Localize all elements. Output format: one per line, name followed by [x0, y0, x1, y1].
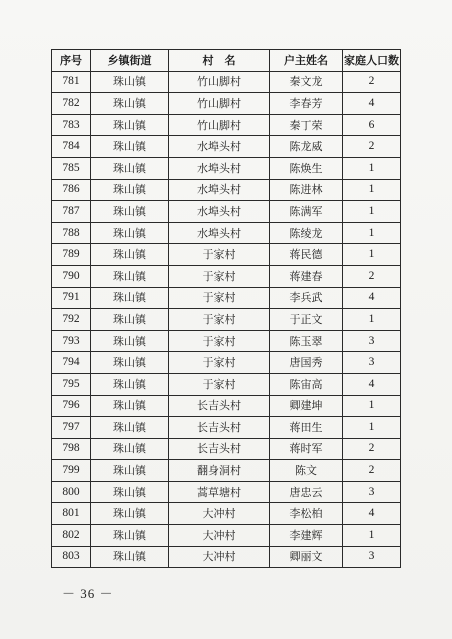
- cell-household-size: 3: [343, 330, 401, 352]
- cell-village: 于家村: [169, 287, 270, 309]
- table-row: [52, 352, 401, 374]
- cell-seq: 785: [52, 157, 91, 179]
- cell-town: 珠山镇: [91, 114, 169, 136]
- cell-household-head: 陈进林: [270, 179, 343, 201]
- cell-seq: 795: [52, 373, 91, 395]
- cell-household-size: 4: [343, 503, 401, 525]
- header-household-head: 户主姓名: [270, 50, 343, 72]
- cell-town: 珠山镇: [91, 503, 169, 525]
- cell-household-size: 1: [343, 525, 401, 547]
- cell-household-size: 1: [343, 179, 401, 201]
- cell-village: 长吉头村: [169, 417, 270, 439]
- cell-village: 水埠头村: [169, 136, 270, 158]
- cell-household-size: 2: [343, 136, 401, 158]
- cell-household-size: 1: [343, 395, 401, 417]
- cell-village: 于家村: [169, 265, 270, 287]
- cell-seq: 799: [52, 460, 91, 482]
- table-row: [52, 71, 401, 93]
- table-row: [52, 265, 401, 287]
- cell-town: 珠山镇: [91, 136, 169, 158]
- cell-household-size: 4: [343, 373, 401, 395]
- cell-household-head: 陈焕生: [270, 157, 343, 179]
- cell-seq: 800: [52, 481, 91, 503]
- cell-village: 蒿草塘村: [169, 481, 270, 503]
- cell-household-head: 陈宙高: [270, 373, 343, 395]
- header-town: 乡镇街道: [91, 50, 169, 72]
- table-row: [52, 222, 401, 244]
- cell-town: 珠山镇: [91, 157, 169, 179]
- cell-town: 珠山镇: [91, 222, 169, 244]
- cell-household-head: 李松柏: [270, 503, 343, 525]
- cell-village: 大冲村: [169, 503, 270, 525]
- cell-seq: 782: [52, 93, 91, 115]
- table-row: [52, 179, 401, 201]
- table-row: [52, 503, 401, 525]
- cell-household-size: 2: [343, 460, 401, 482]
- cell-household-head: 蒋时军: [270, 438, 343, 460]
- table-row: [52, 136, 401, 158]
- cell-household-head: 蒋田生: [270, 417, 343, 439]
- table-row: [52, 546, 401, 568]
- cell-seq: 796: [52, 395, 91, 417]
- cell-seq: 801: [52, 503, 91, 525]
- cell-household-size: 3: [343, 546, 401, 568]
- cell-village: 于家村: [169, 330, 270, 352]
- cell-village: 于家村: [169, 352, 270, 374]
- cell-seq: 798: [52, 438, 91, 460]
- cell-household-head: 李春芳: [270, 93, 343, 115]
- cell-town: 珠山镇: [91, 417, 169, 439]
- page-number: － 36 －: [62, 586, 114, 601]
- cell-seq: 793: [52, 330, 91, 352]
- cell-village: 水埠头村: [169, 179, 270, 201]
- cell-town: 珠山镇: [91, 546, 169, 568]
- cell-household-size: 1: [343, 222, 401, 244]
- cell-town: 珠山镇: [91, 309, 169, 331]
- cell-village: 大冲村: [169, 525, 270, 547]
- cell-household-head: 秦文龙: [270, 71, 343, 93]
- table-row: [52, 395, 401, 417]
- cell-seq: 802: [52, 525, 91, 547]
- cell-household-size: 3: [343, 352, 401, 374]
- cell-household-head: 陈龙威: [270, 136, 343, 158]
- cell-household-size: 4: [343, 287, 401, 309]
- cell-seq: 797: [52, 417, 91, 439]
- cell-household-size: 1: [343, 157, 401, 179]
- table-row: [52, 201, 401, 223]
- table-row: [52, 309, 401, 331]
- cell-household-head: 陈满军: [270, 201, 343, 223]
- cell-household-head: 李兵武: [270, 287, 343, 309]
- cell-village: 长吉头村: [169, 438, 270, 460]
- cell-town: 珠山镇: [91, 525, 169, 547]
- cell-village: 于家村: [169, 373, 270, 395]
- cell-household-size: 1: [343, 201, 401, 223]
- cell-seq: 789: [52, 244, 91, 266]
- cell-village: 竹山脚村: [169, 71, 270, 93]
- cell-town: 珠山镇: [91, 201, 169, 223]
- cell-town: 珠山镇: [91, 287, 169, 309]
- cell-seq: 784: [52, 136, 91, 158]
- household-table: [51, 49, 401, 568]
- cell-village: 大冲村: [169, 546, 270, 568]
- cell-village: 水埠头村: [169, 157, 270, 179]
- cell-village: 于家村: [169, 244, 270, 266]
- cell-household-size: 2: [343, 438, 401, 460]
- table-header-row: [52, 50, 401, 72]
- cell-town: 珠山镇: [91, 373, 169, 395]
- cell-seq: 790: [52, 265, 91, 287]
- cell-seq: 781: [52, 71, 91, 93]
- cell-household-size: 2: [343, 265, 401, 287]
- cell-village: 长吉头村: [169, 395, 270, 417]
- header-household-size: 家庭人口数: [343, 50, 401, 72]
- cell-household-head: 陈绫龙: [270, 222, 343, 244]
- cell-town: 珠山镇: [91, 395, 169, 417]
- table-row: [52, 330, 401, 352]
- table-row: [52, 244, 401, 266]
- cell-town: 珠山镇: [91, 330, 169, 352]
- cell-town: 珠山镇: [91, 244, 169, 266]
- cell-household-size: 1: [343, 309, 401, 331]
- cell-village: 竹山脚村: [169, 93, 270, 115]
- cell-seq: 794: [52, 352, 91, 374]
- cell-seq: 791: [52, 287, 91, 309]
- table-row: [52, 157, 401, 179]
- cell-village: 翻身洞村: [169, 460, 270, 482]
- cell-household-head: 李建辉: [270, 525, 343, 547]
- cell-town: 珠山镇: [91, 352, 169, 374]
- cell-town: 珠山镇: [91, 481, 169, 503]
- cell-seq: 786: [52, 179, 91, 201]
- cell-seq: 792: [52, 309, 91, 331]
- cell-household-head: 蒋建春: [270, 265, 343, 287]
- cell-seq: 783: [52, 114, 91, 136]
- table-row: [52, 438, 401, 460]
- table-row: [52, 287, 401, 309]
- cell-village: 竹山脚村: [169, 114, 270, 136]
- cell-town: 珠山镇: [91, 265, 169, 287]
- cell-household-head: 于正文: [270, 309, 343, 331]
- cell-household-size: 4: [343, 93, 401, 115]
- cell-seq: 787: [52, 201, 91, 223]
- cell-village: 水埠头村: [169, 201, 270, 223]
- table-row: [52, 114, 401, 136]
- table-row: [52, 373, 401, 395]
- cell-household-head: 卿丽文: [270, 546, 343, 568]
- cell-household-head: 陈玉翠: [270, 330, 343, 352]
- cell-household-size: 3: [343, 481, 401, 503]
- cell-village: 水埠头村: [169, 222, 270, 244]
- cell-town: 珠山镇: [91, 71, 169, 93]
- cell-household-head: 唐国秀: [270, 352, 343, 374]
- cell-town: 珠山镇: [91, 460, 169, 482]
- cell-seq: 803: [52, 546, 91, 568]
- table-row: [52, 417, 401, 439]
- table-row: [52, 460, 401, 482]
- cell-household-head: 卿建坤: [270, 395, 343, 417]
- cell-town: 珠山镇: [91, 438, 169, 460]
- cell-household-size: 1: [343, 417, 401, 439]
- cell-household-head: 秦丁荣: [270, 114, 343, 136]
- cell-household-head: 唐忠云: [270, 481, 343, 503]
- header-village: 村 名: [169, 50, 270, 72]
- header-seq: 序号: [52, 50, 91, 72]
- cell-town: 珠山镇: [91, 179, 169, 201]
- cell-household-size: 2: [343, 71, 401, 93]
- cell-household-size: 1: [343, 244, 401, 266]
- cell-village: 于家村: [169, 309, 270, 331]
- cell-town: 珠山镇: [91, 93, 169, 115]
- table-row: [52, 525, 401, 547]
- cell-household-size: 6: [343, 114, 401, 136]
- cell-seq: 788: [52, 222, 91, 244]
- table-row: [52, 481, 401, 503]
- cell-household-head: 蒋民德: [270, 244, 343, 266]
- table-body: [52, 71, 401, 568]
- cell-household-head: 陈文: [270, 460, 343, 482]
- table-row: [52, 93, 401, 115]
